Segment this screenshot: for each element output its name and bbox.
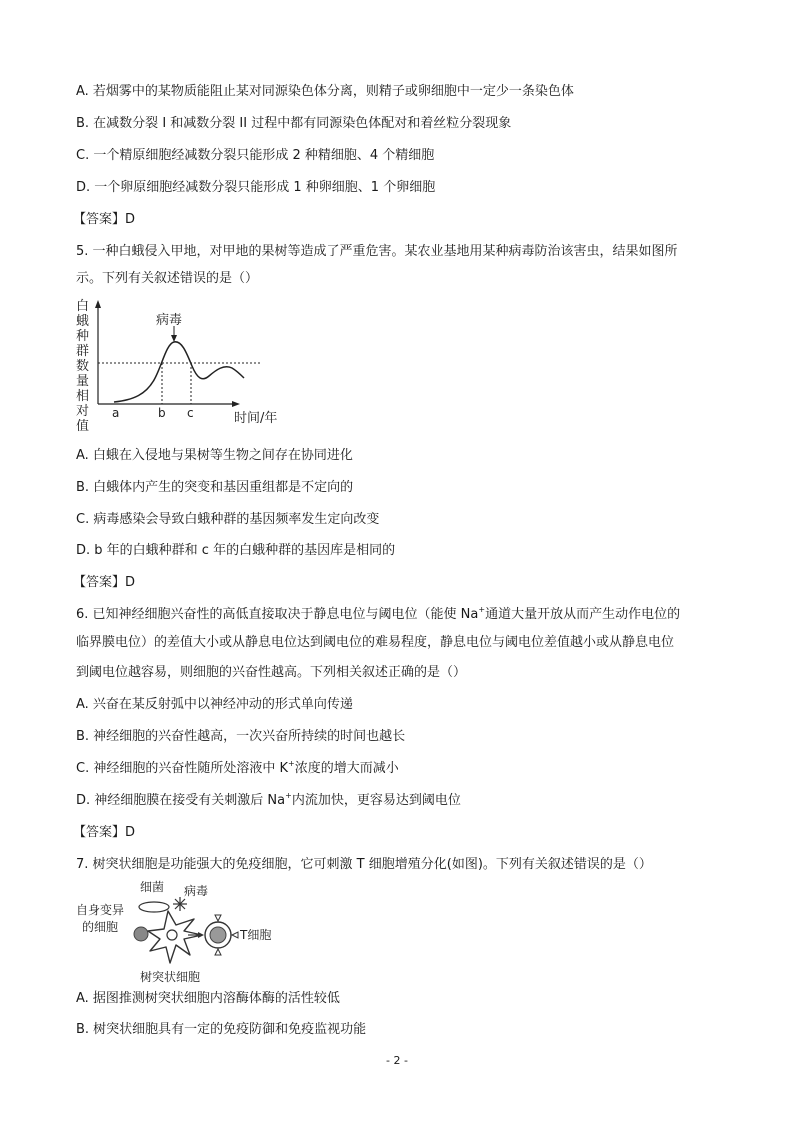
q7-dendritic-label: 树突状细胞 (140, 970, 201, 984)
q7-stem: 7. 树突状细胞是功能强大的免疫细胞，它可刺激 T 细胞增殖分化(如图)。下列有关叙述错误的是（） (76, 857, 652, 872)
q5-y-arrow (95, 300, 101, 308)
q6-stem-line2: 临界膜电位）的差值大小或从静息电位达到阈电位的难易程度，静息电位与阈电位差值越小或从静息电位 (76, 635, 675, 650)
q7-t-cell-nucleus (210, 927, 226, 943)
q5-ylabel (76, 299, 89, 434)
q5-population-figure (74, 296, 294, 434)
page-number: - 2 - (386, 1054, 408, 1067)
svg-text:相: 相 (76, 389, 90, 404)
q7-t-receptor-bottom (215, 949, 221, 955)
q7-self-mutant-label-2: 的细胞 (82, 920, 119, 934)
q5-tick-c: c (187, 406, 194, 420)
q5-stem-line1: 5. 一种白蛾侵入甲地，对甲地的果树等造成了严重危害。某农业基地用某种病毒防治该害虫，结果如图所 (76, 244, 678, 259)
q5-xlabel: 时间/年 (234, 411, 278, 426)
q7-t-receptor-top (215, 915, 221, 921)
svg-text:值: 值 (76, 419, 90, 434)
q4-option-b: B. 在减数分裂 I 和减数分裂 II 过程中都有同源染色体配对和着丝粒分裂现象 (76, 116, 512, 131)
q6-option-a: A. 兴奋在某反射弧中以神经冲动的形式单向传递 (76, 697, 353, 712)
q6-option-d: D. 神经细胞膜在接受有关刺激后 Na+内流加快，更容易达到阈电位 (76, 791, 461, 808)
q5-answer: 【答案】D (73, 575, 136, 590)
q7-virus-label: 病毒 (184, 884, 209, 898)
q7-arrow-head (198, 932, 204, 938)
q5-option-c: C. 病毒感染会导致白蛾种群的基因频率发生定向改变 (76, 512, 380, 527)
q7-dendritic-nucleus (167, 930, 177, 940)
q7-mutant-cell (134, 927, 148, 941)
q5-stem-line2: 示。下列有关叙述错误的是（） (76, 271, 259, 286)
q7-t-cell-label: T细胞 (240, 928, 272, 942)
q4-answer: 【答案】D (73, 212, 136, 227)
svg-text:对: 对 (76, 404, 90, 419)
q4-option-a: A. 若烟雾中的某物质能阻止某对同源染色体分离，则精子或卵细胞中一定少一条染色体 (76, 84, 574, 99)
q6-option-c: C. 神经细胞的兴奋性随所处溶液中 K+浓度的增大而减小 (76, 759, 399, 776)
svg-text:种: 种 (76, 329, 90, 344)
q6-stem-line1: 6. 已知神经细胞兴奋性的高低直接取决于静息电位与阈电位（能使 Na+通道大量开放从而产生动作电位的 (76, 605, 681, 622)
q5-tick-b: b (158, 406, 166, 420)
svg-text:群: 群 (76, 344, 90, 359)
q5-population-curve (114, 342, 244, 402)
q4-option-c: C. 一个精原细胞经减数分裂只能形成 2 种精细胞、4 个精细胞 (76, 148, 435, 163)
q7-t-receptor-right (232, 932, 238, 938)
q4-option-d: D. 一个卵原细胞经减数分裂只能形成 1 种卵细胞、1 个卵细胞 (76, 180, 436, 195)
svg-text:白: 白 (76, 299, 90, 314)
svg-text:蛾: 蛾 (76, 314, 90, 329)
q7-bacteria-shape (139, 902, 169, 912)
q5-virus-arrow-head (171, 335, 177, 342)
q5-virus-label: 病毒 (156, 313, 183, 328)
q5-tick-a: a (112, 406, 120, 420)
q6-option-b: B. 神经细胞的兴奋性越高，一次兴奋所持续的时间也越长 (76, 729, 406, 744)
q5-option-d: D. b 年的白蛾种群和 c 年的白蛾种群的基因库是相同的 (76, 543, 396, 558)
q6-stem-line3: 到阈电位越容易，则细胞的兴奋性越高。下列相关叙述正确的是（） (76, 665, 467, 680)
svg-text:量: 量 (76, 374, 90, 389)
q6-answer: 【答案】D (73, 825, 136, 840)
svg-text:数: 数 (76, 359, 90, 374)
q5-x-arrow (232, 401, 240, 407)
q7-bacteria-label: 细菌 (140, 880, 165, 894)
q5-option-b: B. 白蛾体内产生的突变和基因重组都是不定向的 (76, 480, 354, 495)
q7-dendritic-figure (72, 877, 312, 985)
q7-self-mutant-label-1: 自身变异 (76, 903, 125, 917)
q7-option-b: B. 树突状细胞具有一定的免疫防御和免疫监视功能 (76, 1022, 367, 1037)
q5-option-a: A. 白蛾在入侵地与果树等生物之间存在协同进化 (76, 448, 353, 463)
q7-option-a: A. 据图推测树突状细胞内溶酶体酶的活性较低 (76, 991, 340, 1006)
q7-virus-icon (173, 897, 187, 911)
